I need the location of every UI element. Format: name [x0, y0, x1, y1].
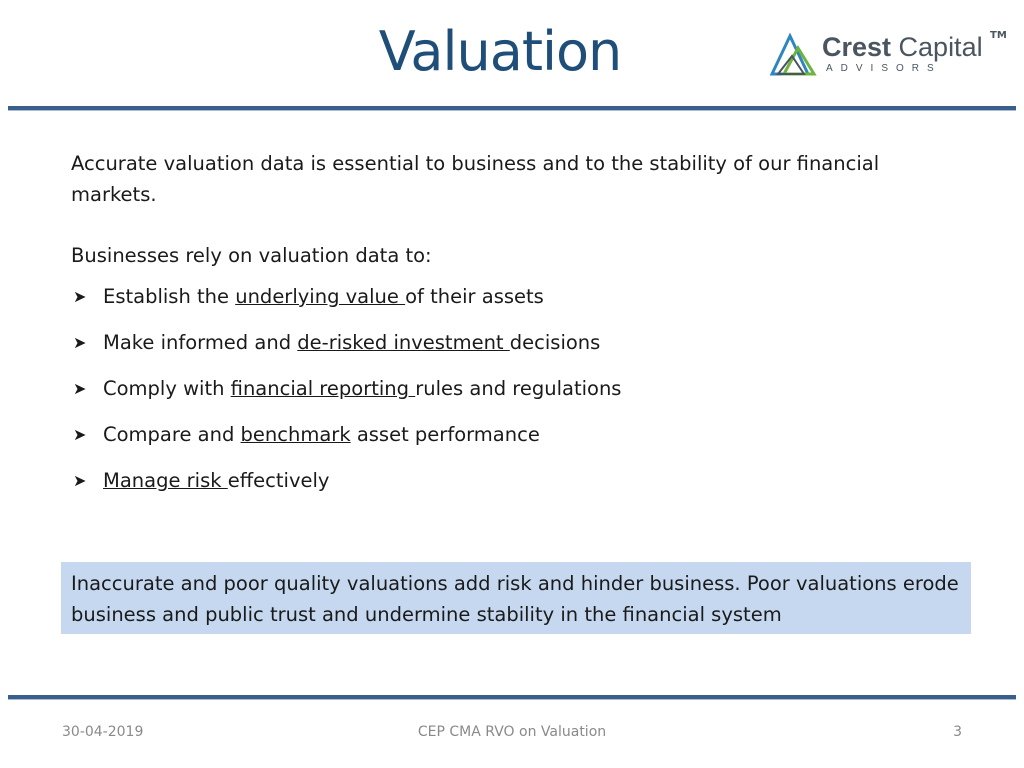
arrowhead-bullet-icon: ➤	[73, 287, 87, 306]
bullet-item	[71, 465, 961, 496]
crest-capital-logo	[770, 30, 1010, 80]
slide-body	[71, 148, 961, 511]
logo-subtitle: ADVISORS	[826, 63, 942, 74]
intro-paragraph: Accurate valuation data is essential to business and to the stability of our financial markets.	[71, 152, 880, 206]
bullet-text: decisions	[509, 331, 601, 354]
bullet-underlined-text: financial reporting	[230, 377, 416, 400]
logo-name-bold: Crest	[822, 32, 892, 62]
arrowhead-bullet-icon: ➤	[73, 333, 87, 352]
bullet-text: Comply with	[103, 377, 231, 400]
bullet-text: Make informed and	[103, 331, 298, 354]
logo-trademark: TM	[990, 30, 1007, 41]
mountain-logo-icon	[770, 30, 820, 76]
bullet-item	[71, 419, 961, 450]
header-divider	[8, 106, 1016, 111]
bullet-list	[71, 281, 961, 496]
logo-name-light: Capital	[891, 32, 983, 62]
bullet-item	[71, 327, 961, 358]
footer-date: 30-04-2019	[62, 724, 144, 740]
lead-sentence: Businesses rely on valuation data to:	[71, 244, 432, 267]
bullet-underlined-text: underlying value	[235, 285, 406, 308]
bullet-underlined-text: benchmark	[240, 423, 351, 446]
footer-divider	[8, 695, 1016, 700]
bullet-text: Compare and	[103, 423, 241, 446]
footer-title: CEP CMA RVO on Valuation	[417, 724, 607, 740]
bullet-item	[71, 281, 961, 312]
logo-wordmark	[822, 32, 983, 63]
bullet-underlined-text: Manage risk	[103, 469, 228, 492]
bullet-text: effectively	[227, 469, 330, 492]
bullet-text: Establish the	[103, 285, 236, 308]
arrowhead-bullet-icon: ➤	[73, 425, 87, 444]
bullet-text: asset performance	[350, 423, 540, 446]
bullet-item	[71, 373, 961, 404]
bullet-text: rules and regulations	[415, 377, 622, 400]
arrowhead-bullet-icon: ➤	[73, 379, 87, 398]
bullet-underlined-text: de-risked investment	[297, 331, 510, 354]
bullet-text: of their assets	[405, 285, 544, 308]
callout-box: Inaccurate and poor quality valuations add risk and hinder business. Poor valuations erode business and public trust and undermine stability in the financial system	[61, 562, 971, 634]
arrowhead-bullet-icon: ➤	[73, 471, 87, 490]
page-number: 3	[953, 724, 962, 740]
slide-title: Valuation	[378, 20, 622, 83]
